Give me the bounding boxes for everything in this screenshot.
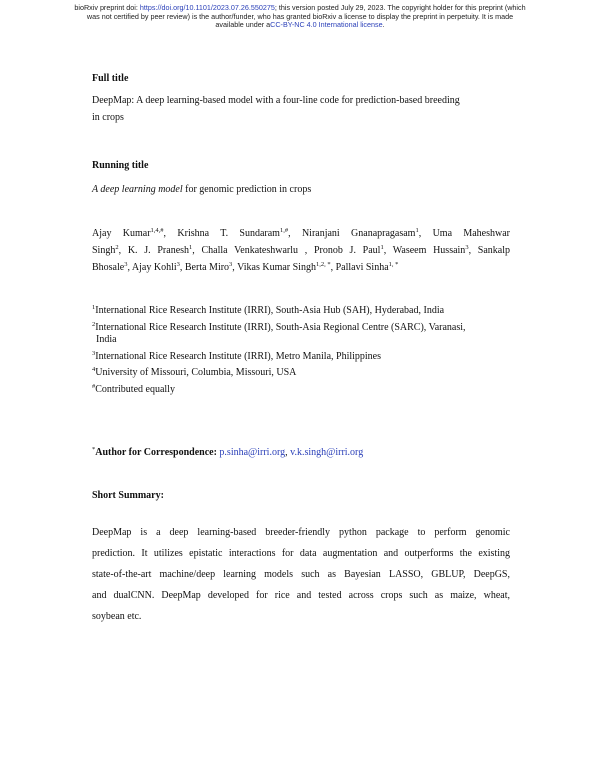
summary-heading: Short Summary: <box>92 490 164 501</box>
summary-paragraph: DeepMap is a deep learning-based breeder-friendly python package to perform genomic prediction. It utilizes epistatic interactions for data augmentation and outperforms the existing state-of-the-art machine/deep learning models such as Bayesian LASSO, GBLUP, DeepGS, and dualCNN. DeepMap developed for rice and tested across crops such as maize, wheat, soybean etc. <box>92 527 510 622</box>
header-line-1: bioRxiv preprint doi: https://doi.org/10.1101/2023.07.26.550275; this version posted July 29, 2023. The copyright holder for this preprint (which <box>74 3 526 12</box>
affiliation-2: $^2$International Rice Research Institute (IRRI), South-Asia Regional Centre (SARC), Varanasi, India <box>92 320 466 345</box>
running-title-text: A deep learning model for genomic prediction in crops <box>92 184 312 195</box>
correspondence-label: Author for Correspondence: <box>95 447 217 458</box>
affiliation-list <box>92 305 510 396</box>
correspondence: *Author for Correspondence: p.sinha@irri.org, v.k.singh@irri.org <box>92 446 364 458</box>
email-link-1[interactable]: p.sinha@irri.org <box>219 447 286 458</box>
header-line-3: available under aCC-BY-NC 4.0 International license. <box>215 20 385 30</box>
author-line-3: Bhosale$^3$, Ajay Kohli$^3$, Berta Miro$^3$, Vikas Kumar Singh$^{1,2, *}$, Pallavi Sinha$^{1, *}$ <box>92 261 399 273</box>
affiliation-5: #Contributed equally <box>92 382 175 395</box>
running-title-heading: Running title <box>92 160 149 171</box>
doi-link[interactable]: https://doi.org/10.1101/2023.07.26.550275 <box>139 3 275 12</box>
full-title-text: DeepMap: A deep learning-based model with a four-line code for prediction-based breeding in crops <box>92 95 460 123</box>
author-line-1: Ajay Kumar$^{1,4,\#}$, Krishna T. Sundaram$^{1,\#}$, Niranjani Gnanapragasam$^1$, Uma Maheshwar <box>92 227 510 239</box>
author-line-2: Singh$^2$, K. J. Pranesh$^1$, Challa Venkateshwarlu , Pronob J. Paul$^1$, Waseem Hussain$^3$, Sankalp <box>92 244 510 256</box>
affiliation-3: $^3$International Rice Research Institute (IRRI), Metro Manila, Philippines <box>92 349 382 362</box>
license-link[interactable]: CC-BY-NC 4.0 International license <box>270 20 383 30</box>
author-list <box>92 225 510 276</box>
header-line-2: was not certified by peer review) is the author/funder, who has granted bioRxiv a license to display the preprint in perpetuity. It is made <box>86 11 514 21</box>
full-title-heading: Full title <box>92 73 129 84</box>
affiliation-4: $^4$University of Missouri, Columbia, Missouri, USA <box>92 366 297 378</box>
affiliation-1: $^1$International Rice Research Institute (IRRI), South-Asia Hub (SAH), Hyderabad, India <box>92 304 445 316</box>
preprint-header <box>30 4 570 30</box>
email-link-2[interactable]: v.k.singh@irri.org <box>290 447 364 458</box>
